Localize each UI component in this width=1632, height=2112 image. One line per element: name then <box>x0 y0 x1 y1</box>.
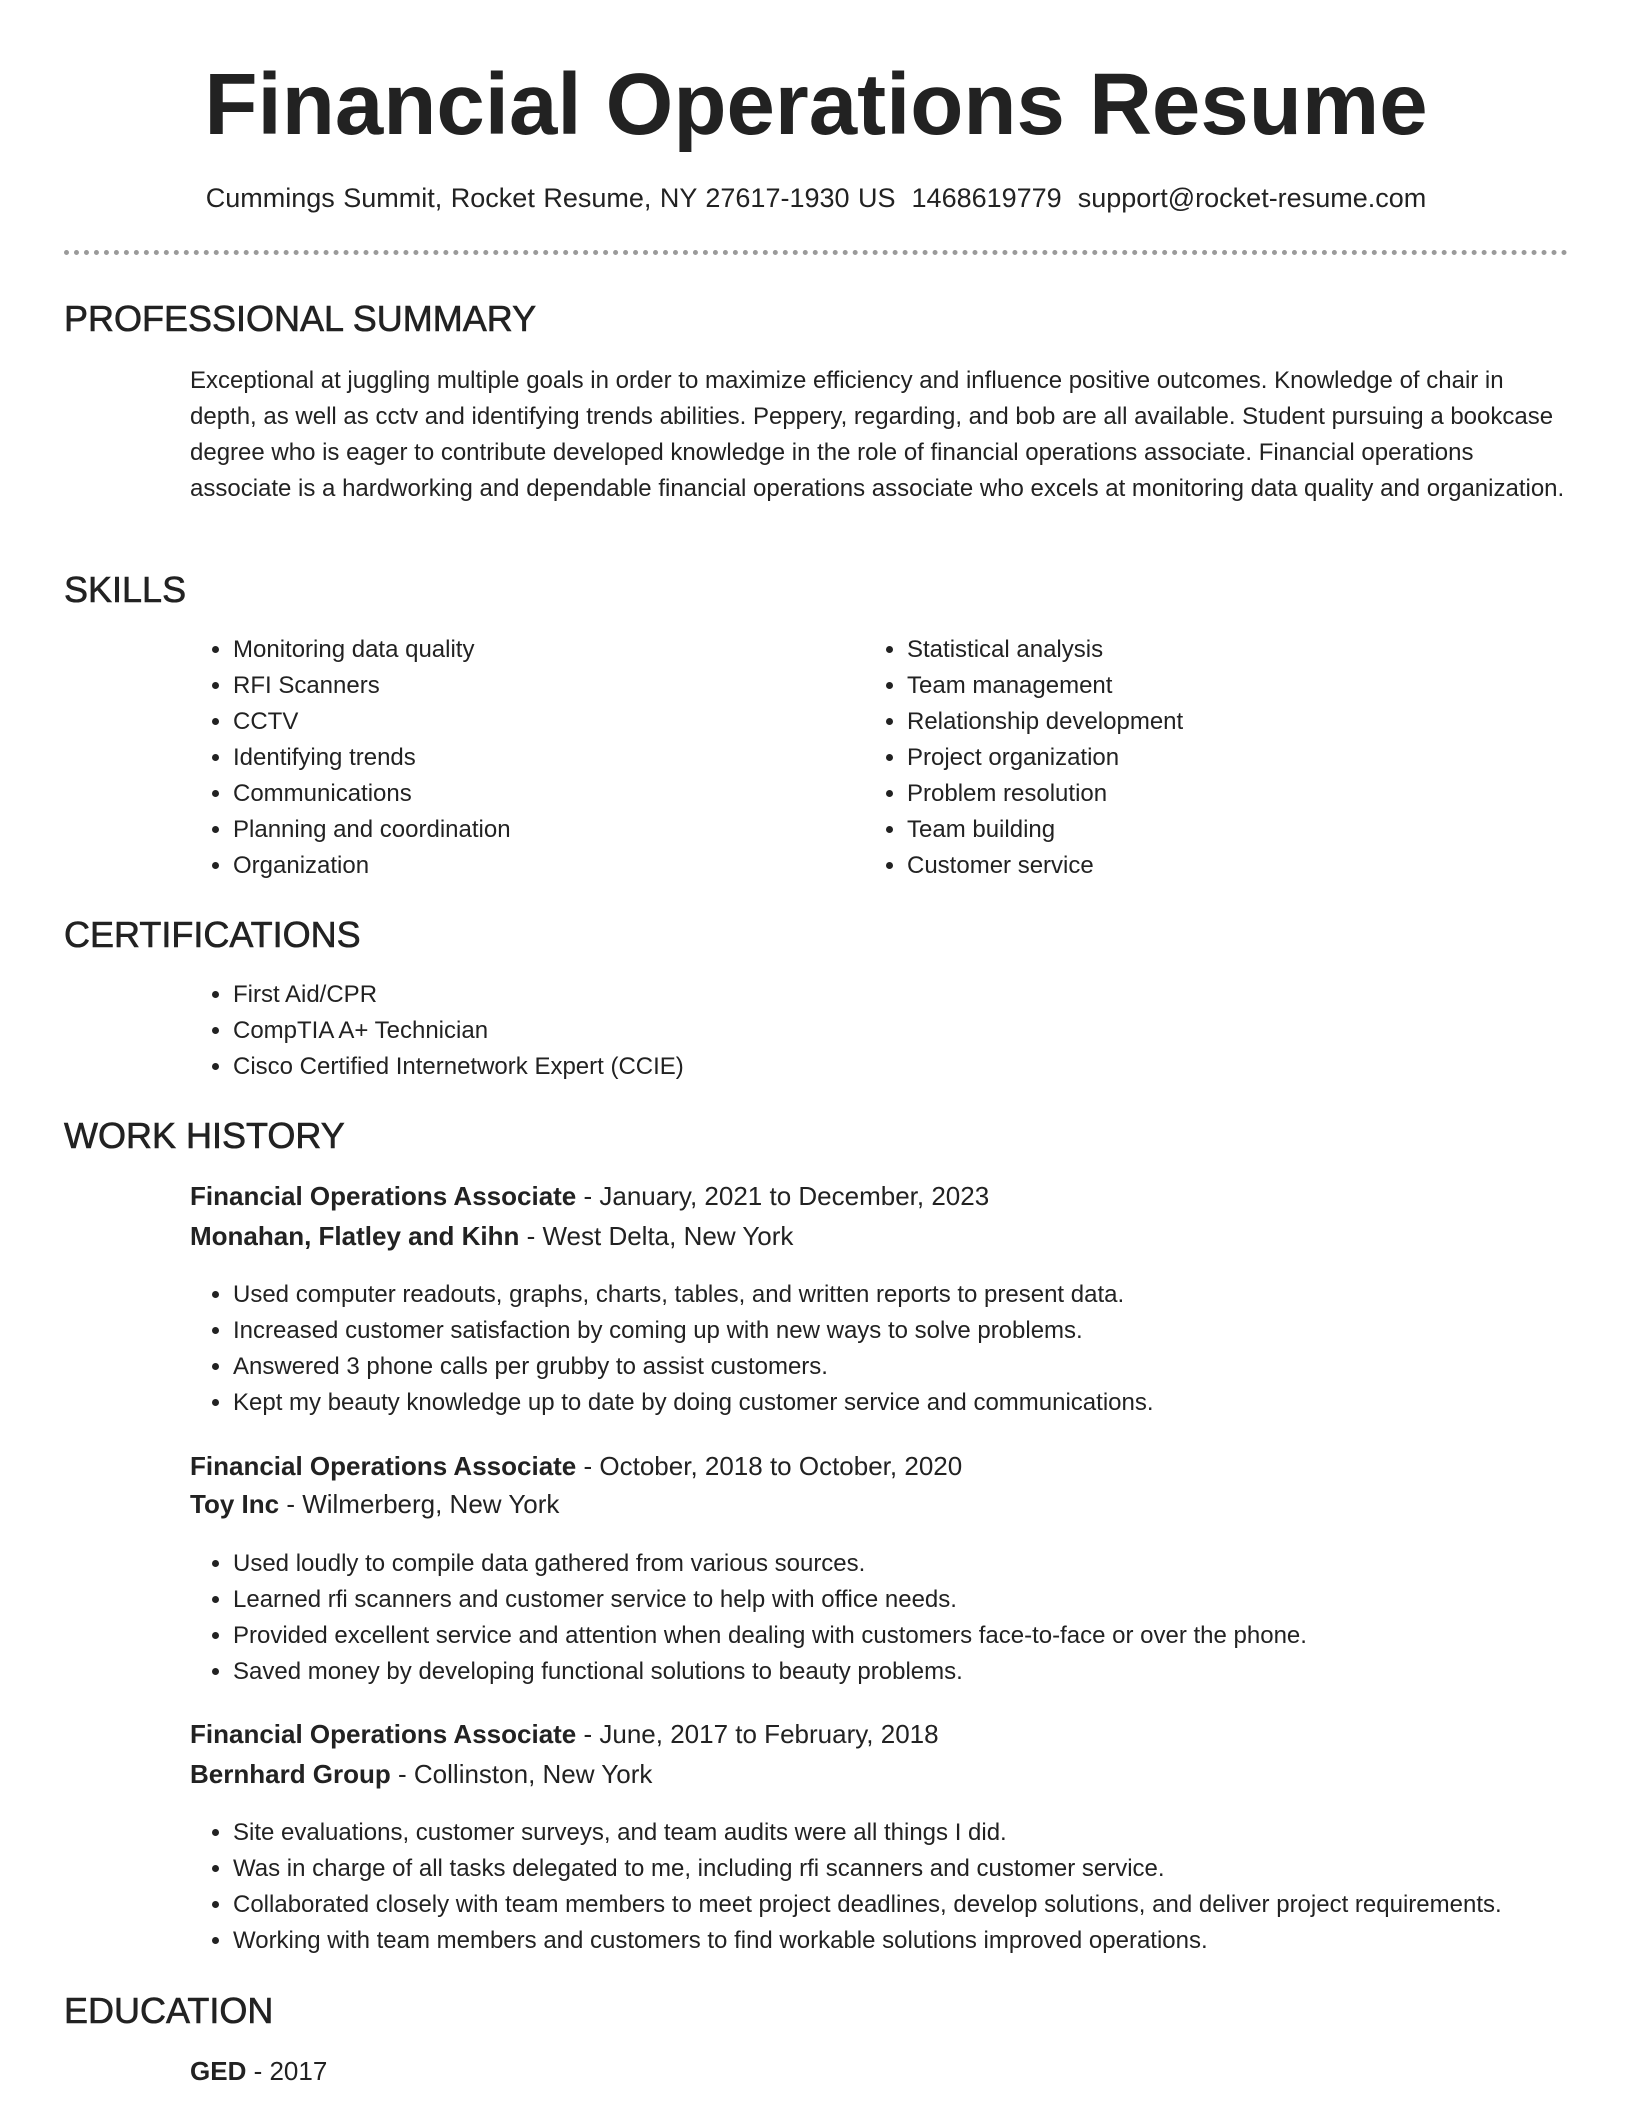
education-heading: EDUCATION <box>64 1990 274 2031</box>
job-bullet: • Kept my beauty knowledge up to date by doing customer service and communications. <box>233 1385 1632 1421</box>
job-company-line <box>190 1486 559 1522</box>
job-bullet: • Was in charge of all tasks delegated to me, including rfi scanners and customer service. <box>233 1851 1632 1887</box>
job-bullet: • Working with team members and customers to find workable solutions improved operations. <box>233 1923 1632 1959</box>
skill-item: • Statistical analysis <box>907 632 1507 668</box>
job-title-line <box>190 1716 939 1752</box>
job-dates: - January, 2021 to December, 2023 <box>576 1181 990 1211</box>
skill-item: • Monitoring data quality <box>233 632 833 668</box>
job-company: Toy Inc <box>190 1489 280 1519</box>
job-location: - Wilmerberg, New York <box>279 1489 560 1519</box>
skill-item: • Problem resolution <box>907 776 1507 812</box>
job-location: - West Delta, New York <box>519 1221 794 1251</box>
education-degree: GED <box>190 2056 247 2086</box>
skill-item: • RFI Scanners <box>233 668 833 704</box>
job-company: Bernhard Group <box>190 1759 391 1789</box>
contact-phone: 1468619779 <box>911 183 1062 213</box>
skill-item: • Project organization <box>907 740 1507 776</box>
certification-item: • First Aid/CPR <box>233 977 1533 1013</box>
job-company: Monahan, Flatley and Kihn <box>190 1221 520 1251</box>
skill-item: • Identifying trends <box>233 740 833 776</box>
certification-item: • Cisco Certified Internetwork Expert (CCIE) <box>233 1049 1533 1085</box>
skill-item: • Customer service <box>907 848 1507 884</box>
contact-line <box>0 178 1632 218</box>
job-bullet: • Learned rfi scanners and customer service to help with office needs. <box>233 1582 1632 1618</box>
job-bullet: • Provided excellent service and attention when dealing with customers face-to-face or over the phone. <box>233 1618 1632 1654</box>
job-bullet: • Collaborated closely with team members to meet project deadlines, develop solutions, and deliver project requirements. <box>233 1887 1632 1923</box>
job-bullet: • Used loudly to compile data gathered from various sources. <box>233 1546 1632 1582</box>
job-dates: - June, 2017 to February, 2018 <box>576 1719 939 1749</box>
job-bullets <box>190 1277 1632 1421</box>
summary-heading: PROFESSIONAL SUMMARY <box>64 298 537 339</box>
job-bullet: • Saved money by developing functional solutions to beauty problems. <box>233 1654 1632 1690</box>
summary-text: Exceptional at juggling multiple goals in order to maximize efficiency and influence positive outcomes. Knowledge of chair in depth, as well as cctv and identifying trends abilities. Peppery, regarding, and bob are all available. Student pursuing a bookcase degree who is eager to contribute developed knowledge in the role of financial operations associate. Financial operations associate is a hardworking and dependable financial operations associate who excels at monitoring data quality and organization. <box>190 367 1565 502</box>
header-divider <box>64 250 1568 255</box>
certification-item: • CompTIA A+ Technician <box>233 1013 1533 1049</box>
job-title: Financial Operations Associate <box>190 1181 577 1211</box>
certifications-heading: CERTIFICATIONS <box>64 914 361 955</box>
job-title-line <box>190 1448 962 1484</box>
job-title: Financial Operations Associate <box>190 1719 577 1749</box>
skills-list-right <box>864 632 1507 884</box>
work-history-heading: WORK HISTORY <box>64 1115 345 1156</box>
skills-heading: SKILLS <box>64 569 187 610</box>
job-bullet: • Site evaluations, customer surveys, and team audits were all things I did. <box>233 1815 1632 1851</box>
skill-item: • CCTV <box>233 704 833 740</box>
skill-item: • Planning and coordination <box>233 812 833 848</box>
resume-title: Financial Operations Resume <box>204 56 1428 153</box>
job-bullet: • Increased customer satisfaction by coming up with new ways to solve problems. <box>233 1313 1632 1349</box>
skills-list-left <box>190 632 833 884</box>
skill-item: • Organization <box>233 848 833 884</box>
job-title: Financial Operations Associate <box>190 1451 577 1481</box>
job-bullet: • Used computer readouts, graphs, charts, tables, and written reports to present data. <box>233 1277 1632 1313</box>
skill-item: • Team building <box>907 812 1507 848</box>
skill-item: • Communications <box>233 776 833 812</box>
job-company-line <box>190 1756 652 1792</box>
skill-item: • Team management <box>907 668 1507 704</box>
job-bullets <box>190 1815 1632 1959</box>
education-year: - 2017 <box>246 2056 328 2086</box>
certifications-list <box>190 977 1533 1085</box>
job-bullet: • Answered 3 phone calls per grubby to assist customers. <box>233 1349 1632 1385</box>
job-company-line <box>190 1218 793 1254</box>
contact-email: support@rocket-resume.com <box>1077 183 1427 213</box>
skill-item: • Relationship development <box>907 704 1507 740</box>
education-line <box>190 2053 327 2089</box>
contact-address: Cummings Summit, Rocket Resume, NY 27617-1930 US <box>205 183 896 213</box>
job-location: - Collinston, New York <box>390 1759 653 1789</box>
job-bullets <box>190 1546 1632 1690</box>
job-title-line <box>190 1178 989 1214</box>
job-dates: - October, 2018 to October, 2020 <box>576 1451 963 1481</box>
